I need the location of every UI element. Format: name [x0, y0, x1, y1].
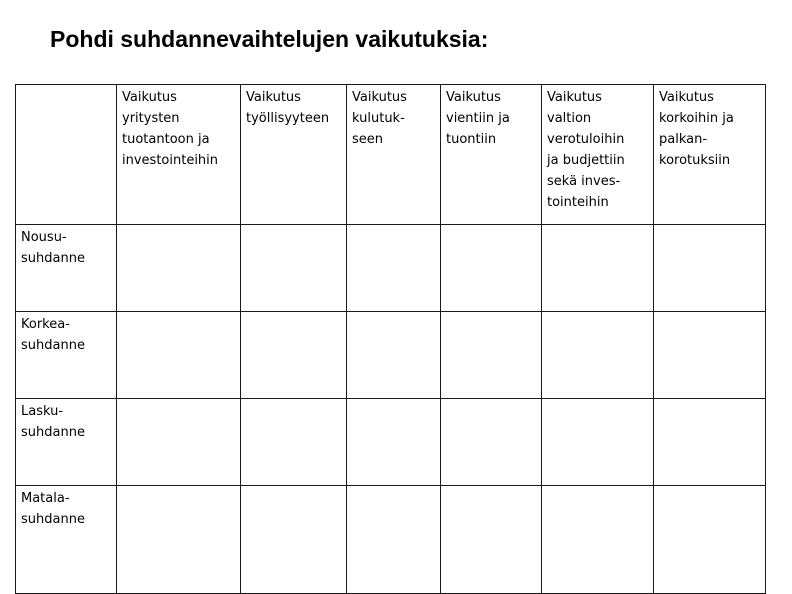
- row-label: Lasku- suhdanne: [16, 399, 117, 486]
- table-row: [16, 312, 766, 399]
- column-header-valtio: Vaikutus valtion verotuloihin ja budjettiin sekä inves- tointeihin: [542, 85, 654, 225]
- table-cell[interactable]: [654, 399, 766, 486]
- table-cell[interactable]: [241, 312, 347, 399]
- column-header-vienti: Vaikutus vientiin ja tuontiin: [441, 85, 542, 225]
- column-header-tyollisyys: Vaikutus työllisyyteen: [241, 85, 347, 225]
- table-cell[interactable]: [654, 225, 766, 312]
- column-header-kulutus: Vaikutus kulutuk- seen: [347, 85, 441, 225]
- column-header-tuotanto: Vaikutus yritysten tuotantoon ja investointeihin: [117, 85, 241, 225]
- table-cell[interactable]: [542, 225, 654, 312]
- table-cell[interactable]: [117, 225, 241, 312]
- table-cell[interactable]: [347, 312, 441, 399]
- column-header-korot: Vaikutus korkoihin ja palkan- korotuksiin: [654, 85, 766, 225]
- row-label: Korkea- suhdanne: [16, 312, 117, 399]
- table-row: [16, 225, 766, 312]
- table-cell[interactable]: [542, 312, 654, 399]
- table-cell[interactable]: [347, 225, 441, 312]
- table-cell[interactable]: [241, 486, 347, 594]
- table-cell[interactable]: [347, 399, 441, 486]
- table-cell[interactable]: [441, 312, 542, 399]
- table-cell[interactable]: [117, 312, 241, 399]
- table-cell[interactable]: [542, 486, 654, 594]
- table-row: [16, 486, 766, 594]
- table-cell[interactable]: [441, 225, 542, 312]
- table-cell[interactable]: [347, 486, 441, 594]
- page-title: Pohdi suhdannevaihtelujen vaikutuksia:: [50, 26, 489, 52]
- table-cell[interactable]: [441, 486, 542, 594]
- table-corner-cell: [16, 85, 117, 225]
- table-cell[interactable]: [654, 312, 766, 399]
- table-cell[interactable]: [441, 399, 542, 486]
- table-cell[interactable]: [241, 225, 347, 312]
- table-cell[interactable]: [117, 399, 241, 486]
- table-cell[interactable]: [654, 486, 766, 594]
- row-label: Nousu- suhdanne: [16, 225, 117, 312]
- row-label: Matala- suhdanne: [16, 486, 117, 594]
- table-cell[interactable]: [542, 399, 654, 486]
- worksheet-table: [15, 84, 766, 594]
- table-cell[interactable]: [117, 486, 241, 594]
- table-cell[interactable]: [241, 399, 347, 486]
- table-row: [16, 399, 766, 486]
- table-header-row: [16, 85, 766, 225]
